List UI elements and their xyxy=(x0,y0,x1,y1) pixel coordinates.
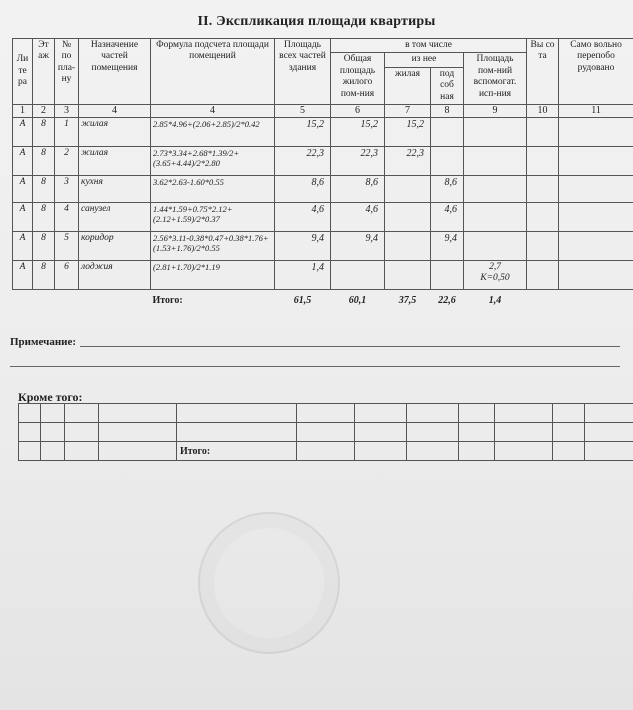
header-naznachenie: Назначение частей помещения xyxy=(79,39,151,105)
cell-vsego: 4,6 xyxy=(275,202,331,231)
table-row xyxy=(13,231,633,260)
header-iz-nee: из нее xyxy=(385,53,464,67)
cell-formula: (2.81+1.70)/2*1.19 xyxy=(151,260,275,289)
header-formula: Формула подсчета площади помещений xyxy=(151,39,275,105)
cell-nomer: 1 xyxy=(55,117,79,146)
faded-stamp-mark xyxy=(198,512,340,654)
cell-samovolno xyxy=(559,202,633,231)
cell-podsobnaya: 8,6 xyxy=(431,175,464,202)
cell-nomer: 3 xyxy=(55,175,79,202)
cell-litera: А xyxy=(13,117,33,146)
besides-label: Кроме того: xyxy=(18,390,83,404)
cell-vspomogat xyxy=(464,117,527,146)
header-zhilaya: жилая xyxy=(385,67,431,104)
cell-litera: А xyxy=(13,202,33,231)
cell-formula: 2.85*4.96+(2.06+2.85)/2*0.42 xyxy=(151,117,275,146)
table-row xyxy=(13,146,633,175)
header-litera: Ли те ра xyxy=(13,39,33,105)
cell-vsego: 15,2 xyxy=(275,117,331,146)
total-podsobnaya: 22,6 xyxy=(438,294,456,306)
remark-label: Примечание: xyxy=(10,336,77,348)
total-label: Итого: xyxy=(152,294,183,306)
remark-line xyxy=(80,346,620,347)
column-number: 8 xyxy=(431,104,464,117)
column-number: 4 xyxy=(79,104,151,117)
column-number-row xyxy=(13,104,633,117)
cell-vysota xyxy=(527,231,559,260)
cell-naznachenie: коридор xyxy=(79,231,151,260)
cell-naznachenie: санузел xyxy=(79,202,151,231)
cell-obshchaya: 15,2 xyxy=(331,117,385,146)
cell-obshchaya xyxy=(331,260,385,289)
cell-litera: А xyxy=(13,260,33,289)
header-vspomogat: Площадь пом-ний вспомогат. исп-ния xyxy=(464,53,527,105)
cell-naznachenie: лоджия xyxy=(79,260,151,289)
cell-formula: 2.73*3.34+2.68*1.39/2+(3.65+4.44)/2*2.80 xyxy=(151,146,275,175)
cell-samovolno xyxy=(559,231,633,260)
column-number: 5 xyxy=(275,104,331,117)
cell-samovolno xyxy=(559,117,633,146)
besides-total-row xyxy=(19,442,633,461)
cell-formula: 1.44*1.59+0.75*2.12+(2.12+1.59)/2*0.37 xyxy=(151,202,275,231)
total-zhilaya: 37,5 xyxy=(398,294,417,306)
explication-table xyxy=(12,38,633,312)
total-obshchaya: 60,1 xyxy=(348,294,367,306)
cell-nomer: 2 xyxy=(55,146,79,175)
cell-podsobnaya xyxy=(431,117,464,146)
cell-vysota xyxy=(527,117,559,146)
cell-podsobnaya: 4,6 xyxy=(431,202,464,231)
cell-samovolno xyxy=(559,175,633,202)
cell-vysota xyxy=(527,146,559,175)
cell-vspomogat xyxy=(464,231,527,260)
table-row xyxy=(13,175,633,202)
cell-zhilaya xyxy=(385,175,431,202)
cell-zhilaya xyxy=(385,231,431,260)
column-number: 1 xyxy=(13,104,33,117)
column-number: 11 xyxy=(559,104,633,117)
table-row xyxy=(13,260,633,289)
total-vspomogat: 1,4 xyxy=(488,294,502,306)
cell-vysota xyxy=(527,175,559,202)
header-nomer: № по пла- ну xyxy=(55,39,79,105)
cell-vsego: 9,4 xyxy=(275,231,331,260)
cell-vspomogat-coefficient: К=0,50 xyxy=(480,273,510,284)
cell-podsobnaya xyxy=(431,146,464,175)
header-podsobnaya: под соб ная xyxy=(431,67,464,104)
cell-litera: А xyxy=(13,146,33,175)
cell-vsego: 22,3 xyxy=(275,146,331,175)
cell-zhilaya: 15,2 xyxy=(385,117,431,146)
header-obshchaya: Общая площадь жилого пом-ния xyxy=(331,53,385,105)
cell-vsego: 1,4 xyxy=(275,260,331,289)
cell-vspomogat xyxy=(464,202,527,231)
cell-zhilaya xyxy=(385,202,431,231)
cell-litera: А xyxy=(13,231,33,260)
column-number: 6 xyxy=(331,104,385,117)
besides-row xyxy=(19,404,633,423)
cell-obshchaya: 8,6 xyxy=(331,175,385,202)
column-number: 3 xyxy=(55,104,79,117)
cell-naznachenie: кухня xyxy=(79,175,151,202)
cell-vysota xyxy=(527,260,559,289)
cell-etazh: 8 xyxy=(33,117,55,146)
cell-naznachenie: жилая xyxy=(79,117,151,146)
cell-naznachenie: жилая xyxy=(79,146,151,175)
cell-vspomogat xyxy=(464,146,527,175)
cell-formula: 3.62*2.63-1.60*0.55 xyxy=(151,175,275,202)
cell-vspomogat-value: 2,7 xyxy=(489,261,501,272)
cell-formula: 2.56*3.11-0.38*0.47+0.38*1.76+(1.53+1.76)/2*0.55 xyxy=(151,231,275,260)
column-number: 2 xyxy=(33,104,55,117)
cell-vspomogat xyxy=(464,175,527,202)
cell-etazh: 8 xyxy=(33,146,55,175)
header-row xyxy=(13,39,633,53)
column-number: 9 xyxy=(464,104,527,117)
cell-nomer: 4 xyxy=(55,202,79,231)
cell-obshchaya: 9,4 xyxy=(331,231,385,260)
cell-etazh: 8 xyxy=(33,260,55,289)
column-number: 10 xyxy=(527,104,559,117)
cell-samovolno xyxy=(559,146,633,175)
cell-podsobnaya: 9,4 xyxy=(431,231,464,260)
table-row xyxy=(13,202,633,231)
cell-etazh: 8 xyxy=(33,231,55,260)
cell-nomer: 6 xyxy=(55,260,79,289)
besides-row xyxy=(19,423,633,442)
header-vysota: Вы со та xyxy=(527,39,559,105)
cell-zhilaya: 22,3 xyxy=(385,146,431,175)
cell-samovolno xyxy=(559,260,633,289)
header-v-tom-chisle: в том числе xyxy=(331,39,527,53)
header-samovolno: Само вольно перепобо рудовано xyxy=(559,39,633,105)
cell-vsego: 8,6 xyxy=(275,175,331,202)
cell-vysota xyxy=(527,202,559,231)
total-vsego: 61,5 xyxy=(293,294,312,306)
header-ploshchad-vsekh: Площадь всех частей здания xyxy=(275,39,331,105)
cell-etazh: 8 xyxy=(33,175,55,202)
table-row xyxy=(13,117,633,146)
cell-litera: А xyxy=(13,175,33,202)
besides-table xyxy=(18,403,633,461)
remark-line xyxy=(10,366,620,367)
cell-podsobnaya xyxy=(431,260,464,289)
cell-obshchaya: 4,6 xyxy=(331,202,385,231)
page-title: II. Экспликация площади квартиры xyxy=(197,14,436,29)
column-number: 4 xyxy=(151,104,275,117)
column-number: 7 xyxy=(385,104,431,117)
cell-nomer: 5 xyxy=(55,231,79,260)
total-row xyxy=(13,289,633,312)
cell-zhilaya xyxy=(385,260,431,289)
cell-vspomogat xyxy=(464,260,527,289)
cell-obshchaya: 22,3 xyxy=(331,146,385,175)
cell-etazh: 8 xyxy=(33,202,55,231)
besides-total-label: Итого: xyxy=(177,442,297,461)
header-etazh: Эт аж xyxy=(33,39,55,105)
